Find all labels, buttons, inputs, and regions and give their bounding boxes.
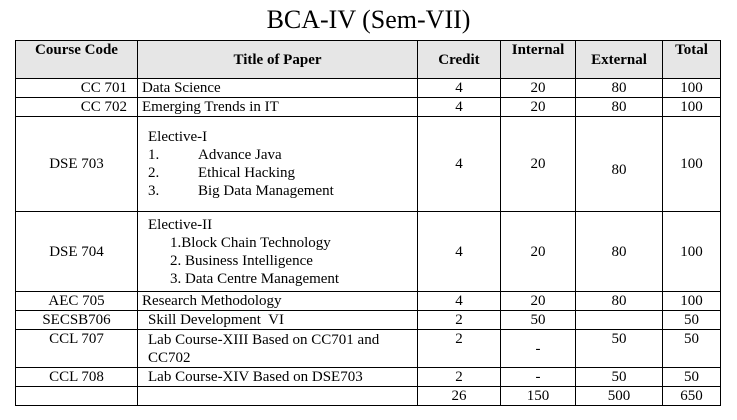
course-code: CC 701 (16, 79, 138, 98)
option-number: 2. (148, 165, 160, 181)
table-row (16, 212, 721, 292)
internal-cell: 20 (501, 117, 576, 212)
header-row (16, 41, 721, 79)
elective-option (148, 182, 413, 200)
internal-cell: 20 (501, 292, 576, 311)
empty-cell (16, 387, 138, 406)
header-total: Total (663, 41, 721, 79)
page-title: BCA-IV (Sem-VII) (266, 5, 471, 34)
option-label: Ethical Hacking (198, 165, 296, 181)
internal-cell: 20 (501, 98, 576, 117)
course-code: CC 702 (16, 98, 138, 117)
option-label: Advance Java (198, 147, 282, 163)
paper-title-elective (138, 212, 418, 292)
header-external: External (576, 41, 663, 79)
table-row (16, 79, 721, 98)
table-row (16, 311, 721, 330)
paper-title: Research Methodology (138, 292, 418, 311)
table-row (16, 117, 721, 212)
course-code: SECSB706 (16, 311, 138, 330)
elective-heading: Elective-I (148, 129, 208, 145)
external-cell: 50 (576, 368, 663, 387)
credit-cell: 4 (418, 292, 501, 311)
credit-cell: 4 (418, 98, 501, 117)
paper-title: Emerging Trends in IT (138, 98, 418, 117)
table-row (16, 368, 721, 387)
total-cell: 50 (663, 311, 721, 330)
external-cell: 80 (576, 79, 663, 98)
option-number: 1. (148, 147, 160, 163)
totals-row (16, 387, 721, 406)
elective-option: 2. Business Intelligence (170, 252, 313, 269)
external-cell: 80 (576, 98, 663, 117)
paper-title: Lab Course-XIV Based on DSE703 (138, 368, 418, 387)
external-cell: 80 (576, 292, 663, 311)
option-number: 3. (148, 183, 160, 199)
paper-title: Lab Course-XIII Based on CC701 and CC702 (138, 330, 418, 368)
paper-title: Data Science (138, 79, 418, 98)
course-code: DSE 703 (16, 117, 138, 212)
internal-cell: - (501, 330, 576, 368)
table-row (16, 98, 721, 117)
total-cell: 50 (663, 330, 721, 368)
total-cell: 50 (663, 368, 721, 387)
course-code: CCL 708 (16, 368, 138, 387)
credit-cell: 2 (418, 330, 501, 368)
table-row (16, 292, 721, 311)
external-cell: 80 (576, 117, 663, 212)
grand-total: 650 (663, 387, 721, 406)
total-cell: 100 (663, 117, 721, 212)
external-cell: 50 (576, 330, 663, 368)
elective-option (148, 164, 413, 182)
elective-option: 3. Data Centre Management (170, 270, 340, 287)
elective-option: 1.Block Chain Technology (170, 234, 331, 251)
course-code: DSE 704 (16, 212, 138, 292)
credit-cell: 4 (418, 79, 501, 98)
internal-cell: 20 (501, 79, 576, 98)
credit-cell: 4 (418, 117, 501, 212)
total-cell: 100 (663, 292, 721, 311)
internal-cell: 20 (501, 212, 576, 292)
total-internal: 150 (501, 387, 576, 406)
credit-cell: 2 (418, 368, 501, 387)
header-title-of-paper: Title of Paper (138, 41, 418, 79)
course-table (15, 40, 721, 406)
credit-cell: 2 (418, 311, 501, 330)
course-code: CCL 707 (16, 330, 138, 368)
elective-heading: Elective-II (148, 216, 213, 233)
header-credit: Credit (418, 41, 501, 79)
option-label: Big Data Management (198, 183, 334, 199)
external-cell (576, 311, 663, 330)
paper-title: Skill Development VI (138, 311, 418, 330)
total-cell: 100 (663, 98, 721, 117)
internal-cell: 50 (501, 311, 576, 330)
header-course-code: Course Code (16, 41, 138, 79)
paper-title-elective (138, 117, 418, 212)
table-row (16, 330, 721, 368)
external-cell: 80 (576, 212, 663, 292)
total-credit: 26 (418, 387, 501, 406)
internal-cell: - (501, 368, 576, 387)
header-internal: Internal (501, 41, 576, 79)
elective-option (148, 146, 413, 164)
total-external: 500 (576, 387, 663, 406)
empty-cell (138, 387, 418, 406)
total-cell: 100 (663, 79, 721, 98)
credit-cell: 4 (418, 212, 501, 292)
course-code: AEC 705 (16, 292, 138, 311)
total-cell: 100 (663, 212, 721, 292)
